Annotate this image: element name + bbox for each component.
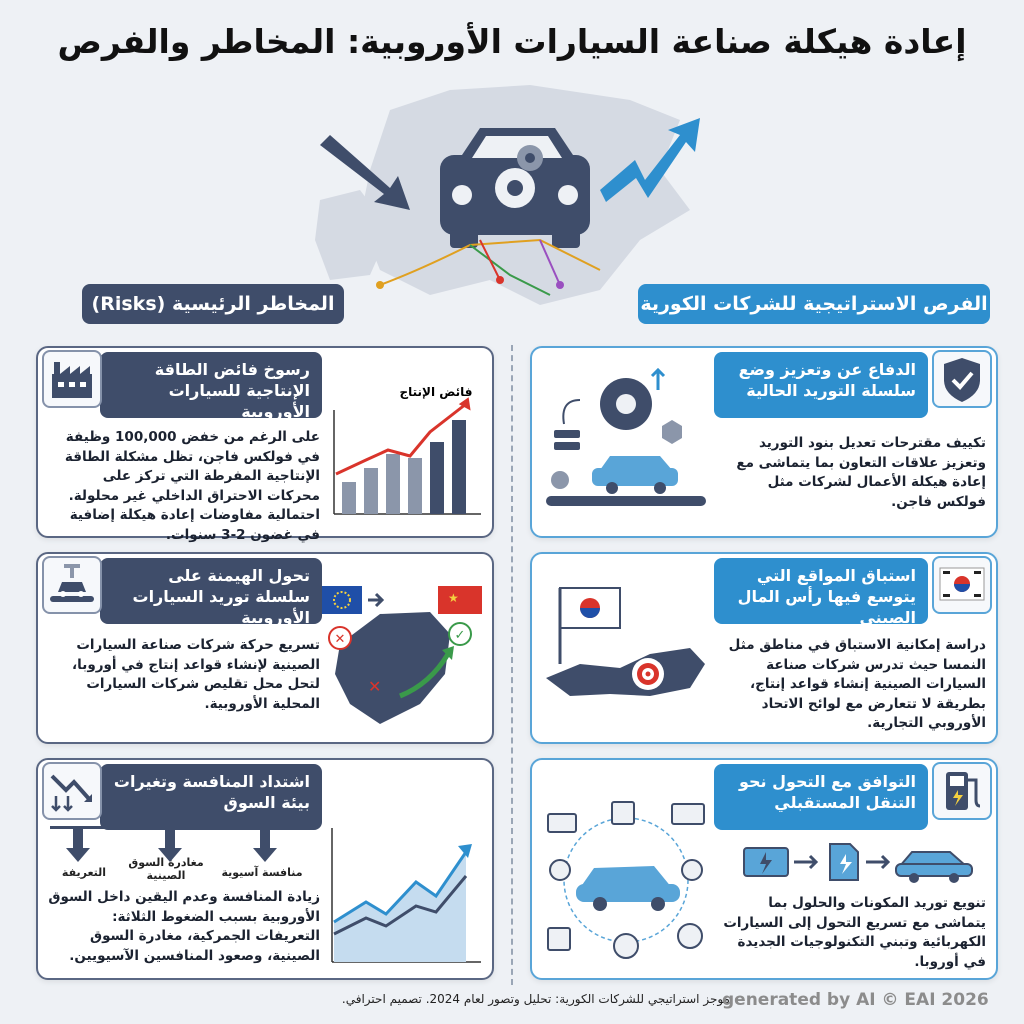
overcapacity-chart (326, 382, 486, 522)
risk-1-description: على الرغم من خفض 100,000 وظيفة في فولكس فاجن، تظل مشكلة الطاقة الإنتاجية المفرطة التي تركز على محركات الاحتراق الداخلي غير محلولة. احتمالية مفاوضات إعادة هيكلة إضافية في غضون 2-3 سنوات. (64, 429, 320, 543)
page-title: إعادة هيكلة صناعة السيارات الأوروبية: المخاطر والفرص (57, 22, 967, 61)
eu-flag-icon (322, 586, 362, 614)
svg-text:✕: ✕ (368, 677, 382, 696)
svg-text:★: ★ (448, 591, 459, 605)
china-flag-icon (438, 586, 482, 614)
assembly-line-icon (42, 556, 102, 614)
opportunity-2-title: استباق المواقع التي يتوسع فيها رأس المال الصيني (714, 558, 928, 624)
opportunities-section-header: الفرص الاستراتيجية للشركات الكورية (638, 284, 990, 324)
competition-line-chart (326, 822, 486, 972)
opportunity-3-description: تنويع توريد المكونات والحلول بما يتماشى مع تسريع التحول إلى السيارات الكهربائية وتبني التكنولوجيات الجديدة في أوروبا. (723, 895, 986, 970)
korea-flag-icon (932, 556, 992, 614)
column-divider (511, 345, 513, 985)
opportunity-1-description: تكييف مقترحات تعديل بنود التوريد وتعزيز علاقات التعاون بما يتماشى مع إعادة هيكلة الأعمال لشركات مثل فولكس فاجن. (736, 435, 986, 510)
risks-section-header: المخاطر الرئيسية (Risks) (82, 284, 344, 324)
shield-check-icon (932, 350, 992, 408)
risk-2-description: تسريع حركة شركات صناعة السيارات الصينية لإنشاء قواعد إنتاج في أوروبا، لتحل محل تقليص شركات السيارات المحلية الأوروبية. (72, 637, 320, 712)
pressure-label-china-exit: مغادرة السوق الصينية (128, 856, 204, 882)
overcapacity-chart-label: فائض الإنتاج (399, 385, 473, 399)
risk-1-title: رسوخ فائض الطاقة الإنتاجية للسيارات الأوروبية (100, 352, 322, 418)
factory-icon (42, 350, 102, 408)
footer-caption: موجز استراتيجي للشركات الكورية: تحليل وتصور لعام 2024. تصميم احترافي. (341, 992, 730, 1006)
battery-to-ev-flow-graphic (740, 838, 980, 888)
opportunity-3-title: التوافق مع التحول نحو التنقل المستقبلي (714, 764, 928, 830)
risk-3-title: اشتداد المنافسة وتغيرات بيئة السوق (100, 764, 322, 830)
pressure-label-tariff: التعريفة (61, 866, 107, 879)
trend-down-icon (42, 762, 102, 820)
ev-component-network-graphic (540, 796, 712, 966)
risk-2-title: تحول الهيمنة على سلسلة توريد السيارات الأوروبية (100, 558, 322, 624)
supply-chain-gears-graphic (540, 360, 710, 510)
ai-watermark: generated by AI © EAI 2026 (722, 990, 989, 1010)
eu-china-map-graphic (320, 584, 485, 734)
pressure-label-asian-competition: منافسة آسيوية (221, 866, 303, 879)
svg-text:✓: ✓ (454, 628, 466, 643)
europe-map-car-graphic (300, 80, 720, 315)
hero-illustration (300, 80, 720, 315)
risk-3-description: زيادة المنافسة وعدم اليقين داخل السوق الأوروبية بسبب الضغوط الثلاثة: التعريفات الجمركية، مغادرة السوق الصينية، وصعود المنافسين الآسيويين. (48, 889, 320, 964)
opportunity-1-title: الدفاع عن وتعزيز وضع سلسلة التوريد الحالية (714, 352, 928, 418)
svg-text:✕: ✕ (334, 632, 346, 647)
ev-charger-icon (932, 762, 992, 820)
austria-map-target-graphic (540, 584, 710, 724)
opportunity-2-description: دراسة إمكانية الاستباق في مناطق مثل النمسا حيث تدرس شركات صناعة السيارات الصينية إنشاء قواعد إنتاج، بطريقة لا تتعارض مع لوائح الاتحاد الأوروبي التجارية. (728, 637, 986, 732)
